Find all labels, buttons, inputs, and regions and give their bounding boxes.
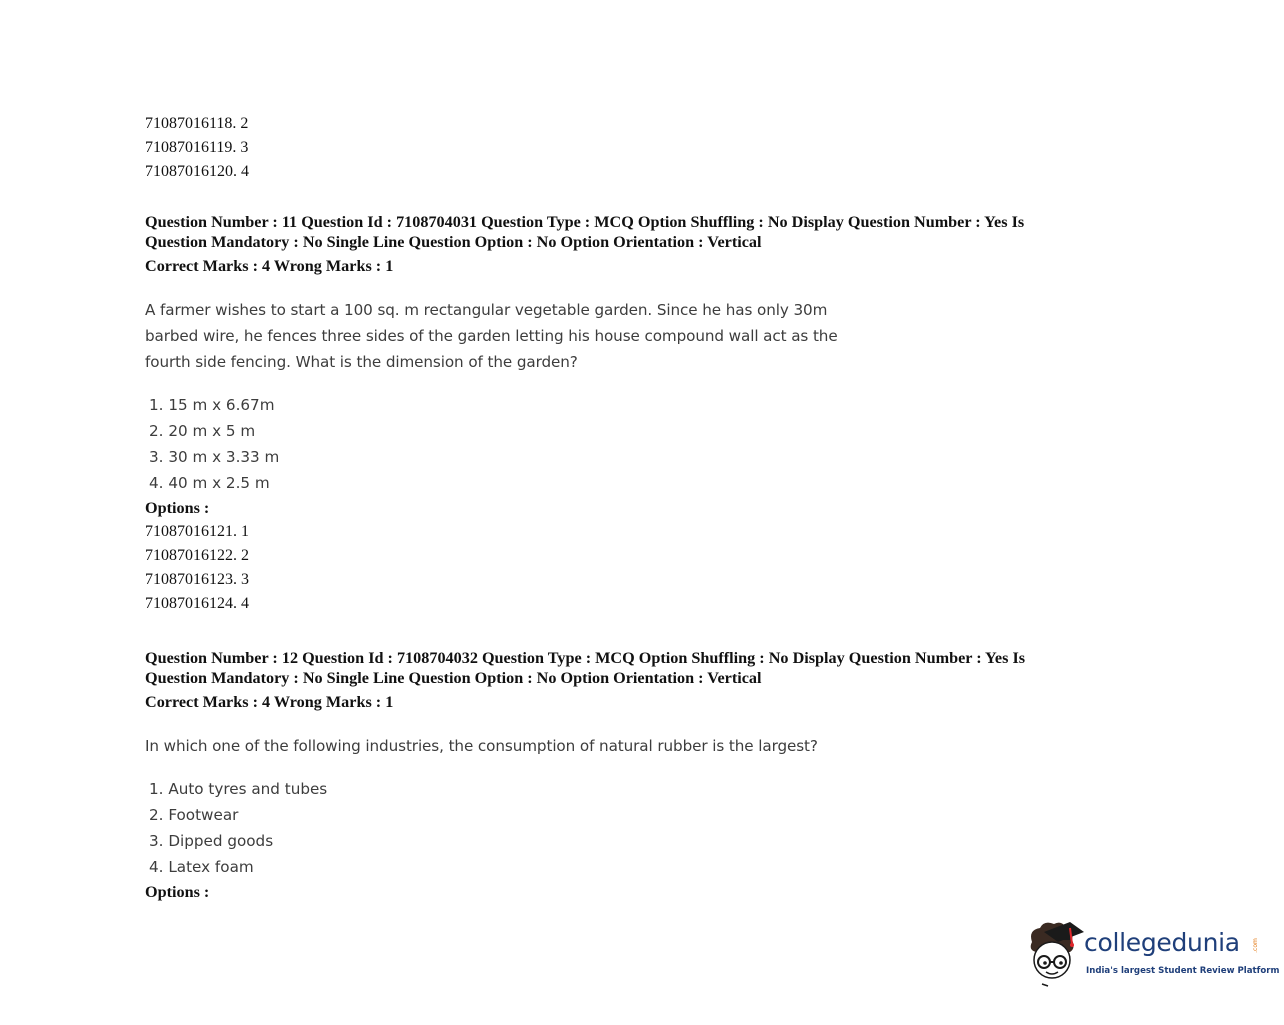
question-meta-line-2: Question Mandatory : No Single Line Question Option : No Option Orientation : Vertical bbox=[145, 233, 762, 251]
options-label: Options : bbox=[145, 499, 210, 517]
logo-dotcom: .com bbox=[1251, 938, 1259, 953]
question-text bbox=[145, 297, 1024, 375]
question-meta-line-1: Question Number : 12 Question Id : 7108704032 Question Type : MCQ Option Shuffling : No Display Question Number : Yes Is bbox=[145, 649, 1026, 667]
question-meta-line-2: Question Mandatory : No Single Line Question Option : No Option Orientation : Vertical bbox=[145, 669, 762, 687]
question-marks: Correct Marks : 4 Wrong Marks : 1 bbox=[145, 693, 394, 711]
option-line: 71087016119. 3 bbox=[145, 139, 249, 156]
question-block-12 bbox=[145, 648, 1025, 904]
question-meta bbox=[145, 212, 1024, 252]
question-meta bbox=[145, 648, 1025, 688]
logo-wordmark: collegedunia bbox=[1084, 928, 1240, 957]
choice-item: 4. 40 m x 2.5 m bbox=[149, 474, 270, 492]
logo-tagline: India's largest Student Review Platform bbox=[1086, 966, 1280, 976]
question-block-11 bbox=[145, 212, 1024, 616]
choice-item: 2. Footwear bbox=[149, 806, 239, 824]
question-text-line: In which one of the following industries, the consumption of natural rubber is the largest? bbox=[145, 737, 818, 755]
choice-item: 2. 20 m x 5 m bbox=[149, 422, 256, 440]
option-line: 71087016120. 4 bbox=[145, 163, 249, 180]
question-text-line: fourth side fencing. What is the dimension of the garden? bbox=[145, 353, 578, 371]
question-text-line: A farmer wishes to start a 100 sq. m rectangular vegetable garden. Since he has only 30m bbox=[145, 301, 828, 319]
question-meta-line-1: Question Number : 11 Question Id : 7108704031 Question Type : MCQ Option Shuffling : No Display Question Number : Yes Is bbox=[145, 213, 1025, 231]
choice-item: 1. Auto tyres and tubes bbox=[149, 780, 328, 798]
options-list bbox=[145, 520, 1024, 616]
question-text bbox=[145, 733, 1025, 759]
question-marks: Correct Marks : 4 Wrong Marks : 1 bbox=[145, 257, 394, 275]
choice-item: 4. Latex foam bbox=[149, 858, 254, 876]
previous-options-list bbox=[145, 112, 249, 184]
mascot-icon bbox=[1022, 918, 1088, 988]
choice-item: 1. 15 m x 6.67m bbox=[149, 396, 275, 414]
option-line: 71087016123. 3 bbox=[145, 571, 249, 588]
option-line: 71087016124. 4 bbox=[145, 595, 249, 612]
choice-list bbox=[145, 392, 1024, 496]
option-line: 71087016121. 1 bbox=[145, 523, 249, 540]
question-text-line: barbed wire, he fences three sides of the garden letting his house compound wall act as the bbox=[145, 327, 838, 345]
collegedunia-logo bbox=[1022, 918, 1280, 990]
options-label: Options : bbox=[145, 883, 210, 901]
choice-item: 3. Dipped goods bbox=[149, 832, 274, 850]
choice-item: 3. 30 m x 3.33 m bbox=[149, 448, 280, 466]
option-line: 71087016118. 2 bbox=[145, 115, 249, 132]
choice-list bbox=[145, 776, 1025, 880]
option-line: 71087016122. 2 bbox=[145, 547, 249, 564]
